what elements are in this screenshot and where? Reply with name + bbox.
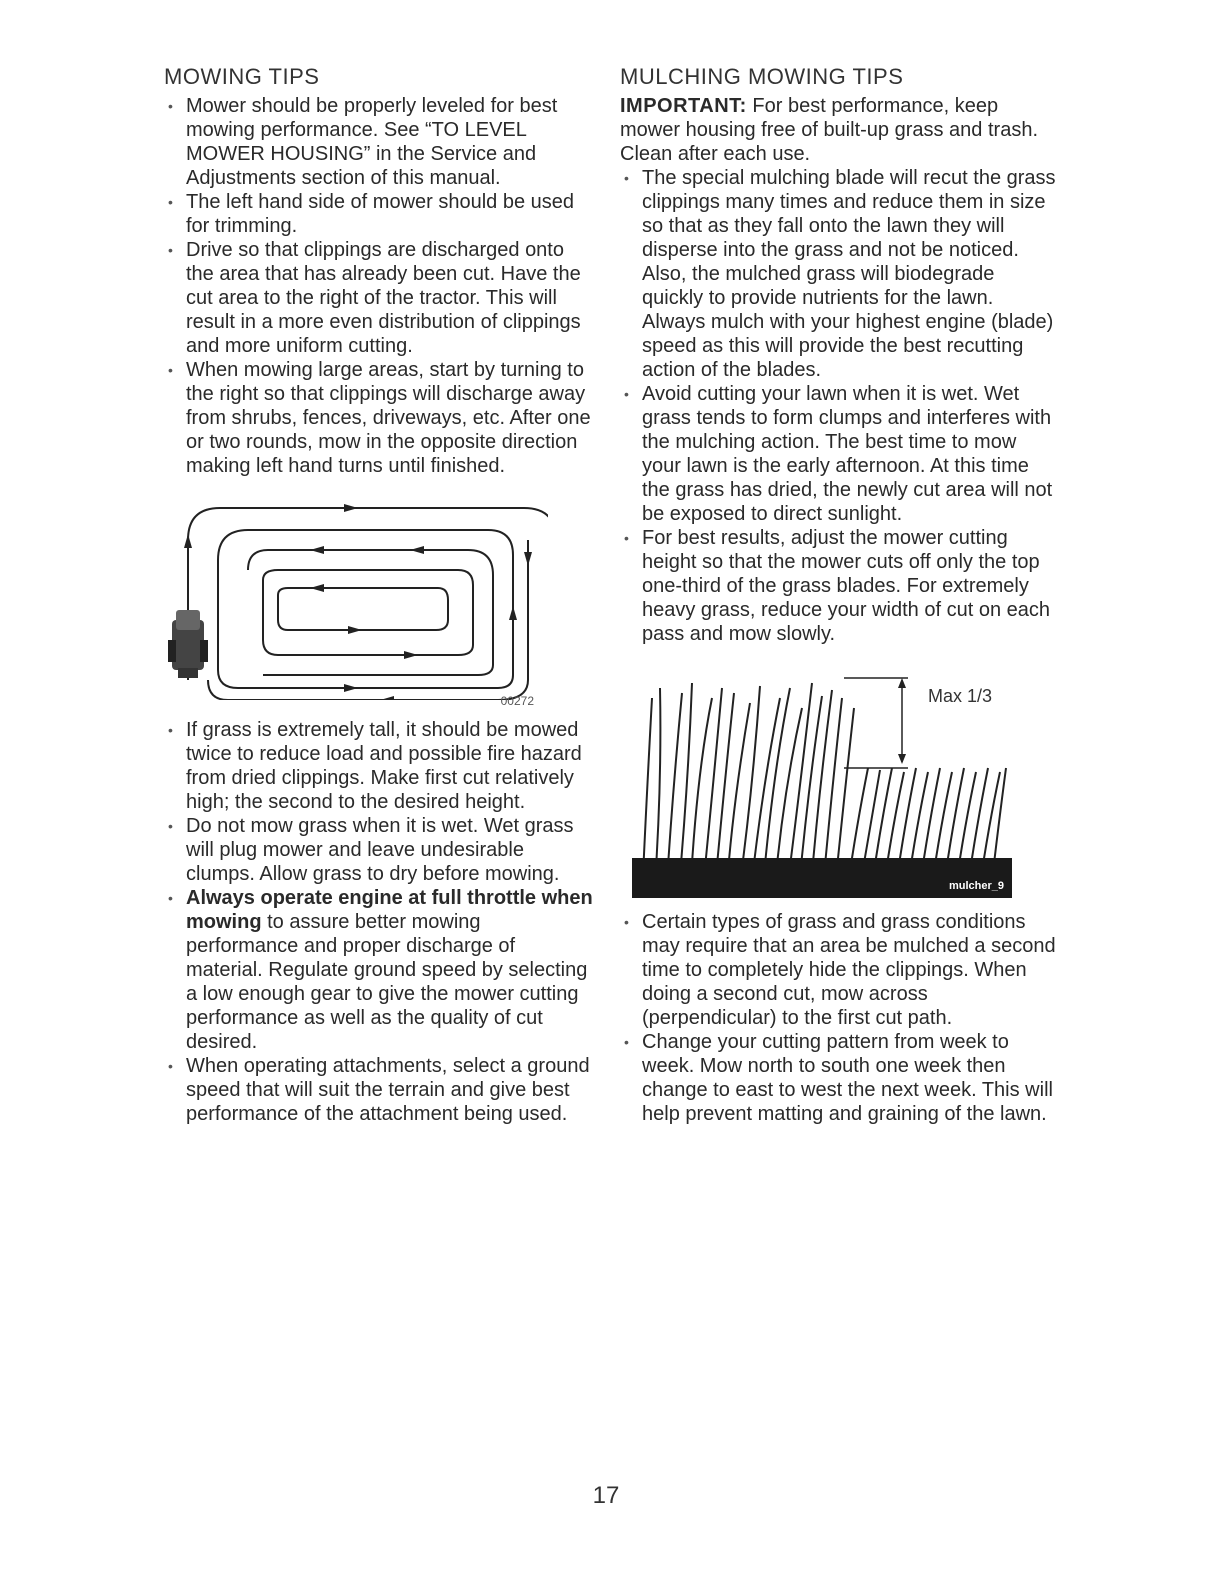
list-item: • If grass is extremely tall, it should be mowed twice to reduce load and possible fire hazard from dried clippings. Make first cut relatively high; the second to the desired height. xyxy=(164,718,596,814)
mowing-tips-column xyxy=(164,62,596,1126)
arrow-left-icon xyxy=(310,584,324,592)
mowing-tips-heading: MOWING TIPS xyxy=(164,64,320,89)
important-text: For best performance, keep mower housing free of built-up grass and trash. Clean after each use. xyxy=(620,95,1038,165)
figure-code: mulcher_9 xyxy=(948,880,1004,892)
throttle-text: to assure better mowing performance and proper discharge of material. Regulate ground speed by selecting a low enough gear to give the mower cutting performance as well as the quality of cut desired. xyxy=(186,911,588,1053)
throttle-bold-text: Always operate engine at full throttle when mowing xyxy=(186,887,593,933)
mowing-tips-list-a xyxy=(164,94,596,478)
list-item: • When operating attachments, select a ground speed that will suit the terrain and give best performance of the attachment being used. xyxy=(164,1054,596,1126)
arrow-up-icon xyxy=(184,534,192,548)
list-item: • Mower should be properly leveled for best mowing performance. See “TO LEVEL MOWER HOUSING” in the Service and Adjustments section of this manual. xyxy=(164,94,596,190)
list-item: • When mowing large areas, start by turning to the right so that clippings will discharge away from shrubs, fences, driveways, etc. After one or two rounds, mow in the opposite direction making left hand turns until finished. xyxy=(164,358,596,478)
mulching-tips-list-a xyxy=(620,166,1060,646)
inner-loop xyxy=(263,570,473,655)
arrow-down-icon xyxy=(524,552,532,566)
mowing-pattern-diagram xyxy=(168,500,548,708)
arrow-left-icon xyxy=(380,696,394,700)
inner-path xyxy=(248,550,493,675)
arrow-up-icon xyxy=(509,606,517,620)
grass-height-diagram xyxy=(632,668,1012,898)
arrow-right-icon xyxy=(344,504,358,512)
list-item: • Change your cutting pattern from week to week. Mow north to south one week then change to east to west the next week. This will help prevent matting and graining of the lawn. xyxy=(620,1030,1060,1126)
list-item: • Do not mow grass when it is wet. Wet grass will plug mower and leave undesirable clumps. Allow grass to dry before mowing. xyxy=(164,814,596,886)
page-number: 17 xyxy=(592,1482,620,1509)
tractor-icon xyxy=(168,610,208,678)
list-item: • The left hand side of mower should be used for trimming. xyxy=(164,190,596,238)
max-third-label: Max 1/3 xyxy=(928,686,993,706)
mowing-tips-list-b xyxy=(164,718,596,1126)
list-item: • For best results, adjust the mower cutting height so that the mower cuts off only the top one-third of the grass blades. For extremely heavy grass, reduce your width of cut on each pass and mow slowly. xyxy=(620,526,1060,646)
figure-code: 00272 xyxy=(500,694,534,708)
arrow-left-icon xyxy=(410,546,424,554)
arrow-right-icon xyxy=(404,651,418,659)
list-item: • Drive so that clippings are discharged onto the area that has already been cut. Have the cut area to the right of the tractor. This will result in a more even distribution of clippings and more uniform cutting. xyxy=(164,238,596,358)
mulching-tips-column xyxy=(620,62,1060,1126)
grass-base xyxy=(632,858,1012,898)
arrow-right-icon xyxy=(344,684,358,692)
mulching-tips-list-b xyxy=(620,910,1060,1126)
list-item: • Avoid cutting your lawn when it is wet. Wet grass tends to form clumps and interferes with the mulching action. The best time to mow your lawn is the early afternoon. At this time the grass has dried, the newly cut area will not be exposed to direct sunlight. xyxy=(620,382,1060,526)
mowing-pattern-illustration xyxy=(168,500,548,700)
list-item xyxy=(164,886,596,1054)
list-item: • The special mulching blade will recut the grass clippings many times and reduce them in size so that as they fall onto the lawn they will disperse into the grass and not be noticed. Also, the mulched grass will biodegrade quickly to provide nutrients for the lawn. Always mulch with your highest engine (blade) speed as this will provide the best recutting action of the blades. xyxy=(620,166,1060,382)
important-note xyxy=(620,94,1060,166)
arrow-right-icon xyxy=(348,626,362,634)
arrow-left-icon xyxy=(310,546,324,554)
mulching-tips-heading: MULCHING MOWING TIPS xyxy=(620,64,904,89)
important-label: IMPORTANT: xyxy=(620,95,747,117)
list-item: • Certain types of grass and grass conditions may require that an area be mulched a second time to completely hide the clippings. When doing a second cut, mow across (perpendicular) to the first cut path. xyxy=(620,910,1060,1030)
center-loop xyxy=(278,588,448,630)
